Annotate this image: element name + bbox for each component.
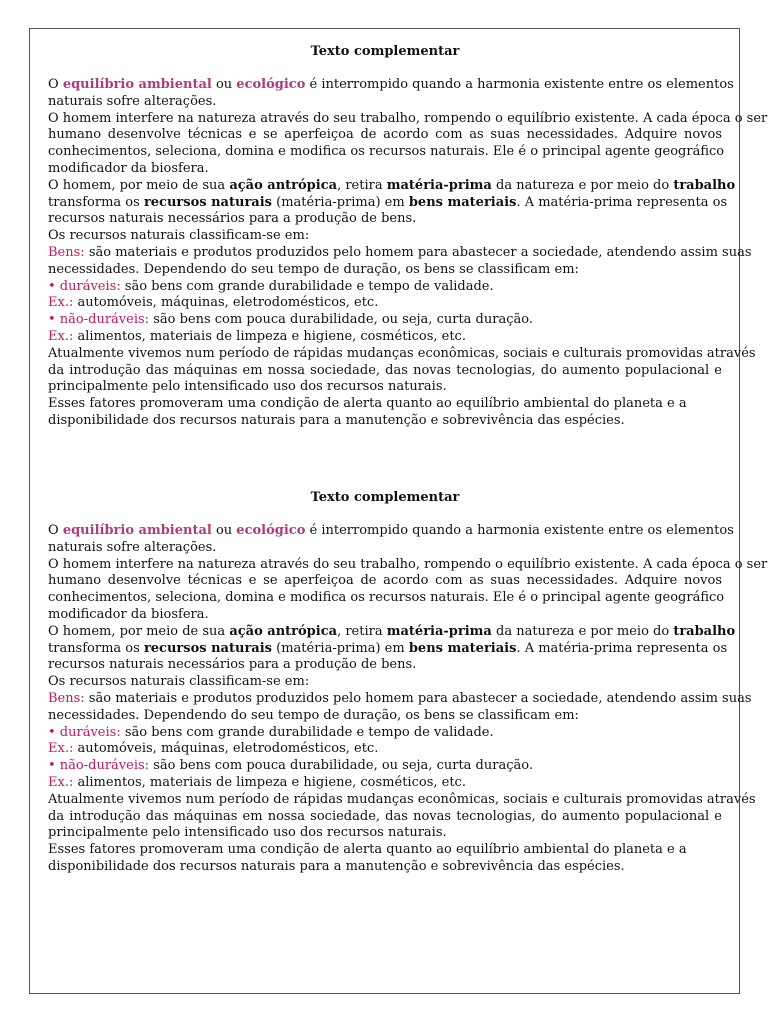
paragraph-line: recursos naturais necessários para a produção de bens. — [48, 657, 417, 673]
paragraph-line: O homem, por meio de sua ação antrópica, retira matéria-prima da natureza e por meio do trabalho — [48, 623, 736, 639]
category-label: Bens: — [48, 244, 85, 260]
paragraph-line: conhecimentos, seleciona, domina e modifica os recursos naturais. Ele é o principal agente geográfico — [48, 590, 725, 606]
list-item: Ex.: alimentos, materiais de limpeza e higiene, cosméticos, etc. — [48, 774, 466, 790]
paragraph-line: O homem interfere na natureza através do seu trabalho, rompendo o equilíbrio existente. A cada época o ser — [48, 556, 768, 572]
paragraph-line: Esses fatores promoveram uma condição de alerta quanto ao equilíbrio ambiental do planeta e a — [48, 396, 687, 412]
paragraph-line: Atualmente vivemos num período de rápidas mudanças econômicas, sociais e culturais promovidas através — [48, 345, 756, 361]
category-label: • duráveis: — [48, 278, 121, 294]
example-label: Ex.: — [48, 295, 74, 311]
paragraph-line: Os recursos naturais classificam-se em: — [48, 228, 310, 244]
paragraph-line: naturais sofre alterações. — [48, 539, 217, 555]
bold-term: recursos naturais — [143, 194, 272, 210]
paragraph-line: disponibilidade dos recursos naturais para a manutenção e sobrevivência das espécies. — [48, 412, 625, 428]
category-label: Bens: — [48, 690, 85, 706]
highlight-term: equilíbrio ambiental — [62, 523, 212, 538]
paragraph-line: humano desenvolve técnicas e se aperfeiçoa de acordo com as suas necessidades. Adquire novos — [48, 127, 722, 143]
paragraph-line: Bens: são materiais e produtos produzidos pelo homem para abastecer a sociedade, atendendo assim suas — [48, 690, 752, 706]
bold-term: trabalho — [673, 177, 736, 193]
text-section-2 — [48, 489, 768, 876]
list-item: • duráveis: são bens com grande durabilidade e tempo de validade. — [48, 278, 494, 294]
bold-term: bens materiais — [408, 194, 517, 210]
category-label: • não-duráveis: — [48, 312, 150, 328]
section-title: Texto complementar — [310, 490, 460, 505]
paragraph-line: O homem, por meio de sua ação antrópica, retira matéria-prima da natureza e por meio do trabalho — [48, 177, 736, 193]
highlight-term: equilíbrio ambiental — [62, 77, 212, 92]
highlight-term: ecológico — [236, 523, 306, 538]
paragraph-line: humano desenvolve técnicas e se aperfeiçoa de acordo com as suas necessidades. Adquire novos — [48, 573, 722, 589]
example-label: Ex.: — [48, 741, 74, 757]
document-page — [29, 28, 768, 994]
section-title: Texto complementar — [310, 44, 460, 59]
paragraph-line: conhecimentos, seleciona, domina e modifica os recursos naturais. Ele é o principal agente geográfico — [48, 144, 725, 160]
paragraph-line: principalmente pelo intensificado uso dos recursos naturais. — [48, 825, 447, 841]
text-section-1 — [48, 43, 768, 430]
paragraph-line: O equilíbrio ambiental ou ecológico é interrompido quando a harmonia existente entre os elementos — [48, 77, 734, 92]
paragraph-line: Os recursos naturais classificam-se em: — [48, 674, 310, 690]
paragraph-line: transforma os recursos naturais (matéria-prima) em bens materiais. A matéria-prima representa os — [48, 194, 728, 210]
bold-term: matéria-prima — [386, 177, 492, 193]
highlight-term: ecológico — [236, 77, 306, 92]
paragraph-line: Atualmente vivemos num período de rápidas mudanças econômicas, sociais e culturais promovidas através — [48, 791, 756, 807]
bold-term: ação antrópica — [229, 177, 338, 193]
paragraph-line: da introdução das máquinas em nossa sociedade, das novas tecnologias, do aumento populacional e — [48, 362, 722, 378]
paragraph-line: Bens: são materiais e produtos produzidos pelo homem para abastecer a sociedade, atendendo assim suas — [48, 244, 752, 260]
example-label: Ex.: — [48, 774, 74, 790]
paragraph-line: necessidades. Dependendo do seu tempo de duração, os bens se classificam em: — [48, 707, 579, 723]
list-item: Ex.: automóveis, máquinas, eletrodomésticos, etc. — [48, 741, 379, 757]
bold-term: recursos naturais — [143, 640, 272, 656]
paragraph-line: recursos naturais necessários para a produção de bens. — [48, 211, 417, 227]
list-item: • não-duráveis: são bens com pouca durabilidade, ou seja, curta duração. — [48, 312, 533, 328]
paragraph-line: modificador da biosfera. — [48, 606, 209, 622]
bold-term: trabalho — [673, 623, 736, 639]
example-label: Ex.: — [48, 328, 74, 344]
paragraph-line: transforma os recursos naturais (matéria-prima) em bens materiais. A matéria-prima representa os — [48, 640, 728, 656]
paragraph-line: O equilíbrio ambiental ou ecológico é interrompido quando a harmonia existente entre os elementos — [48, 523, 734, 538]
list-item: • não-duráveis: são bens com pouca durabilidade, ou seja, curta duração. — [48, 758, 533, 774]
bold-term: ação antrópica — [229, 623, 338, 639]
paragraph-line: principalmente pelo intensificado uso dos recursos naturais. — [48, 379, 447, 395]
category-label: • não-duráveis: — [48, 758, 150, 774]
bold-term: bens materiais — [408, 640, 517, 656]
list-item: Ex.: automóveis, máquinas, eletrodomésticos, etc. — [48, 295, 379, 311]
paragraph-line: modificador da biosfera. — [48, 160, 209, 176]
bold-term: matéria-prima — [386, 623, 492, 639]
paragraph-line: naturais sofre alterações. — [48, 93, 217, 109]
category-label: • duráveis: — [48, 724, 121, 740]
paragraph-line: da introdução das máquinas em nossa sociedade, das novas tecnologias, do aumento populacional e — [48, 808, 722, 824]
list-item: Ex.: alimentos, materiais de limpeza e higiene, cosméticos, etc. — [48, 328, 466, 344]
paragraph-line: necessidades. Dependendo do seu tempo de duração, os bens se classificam em: — [48, 261, 579, 277]
paragraph-line: Esses fatores promoveram uma condição de alerta quanto ao equilíbrio ambiental do planeta e a — [48, 842, 687, 858]
list-item: • duráveis: são bens com grande durabilidade e tempo de validade. — [48, 724, 494, 740]
paragraph-line: O homem interfere na natureza através do seu trabalho, rompendo o equilíbrio existente. A cada época o ser — [48, 110, 768, 126]
paragraph-line: disponibilidade dos recursos naturais para a manutenção e sobrevivência das espécies. — [48, 858, 625, 874]
